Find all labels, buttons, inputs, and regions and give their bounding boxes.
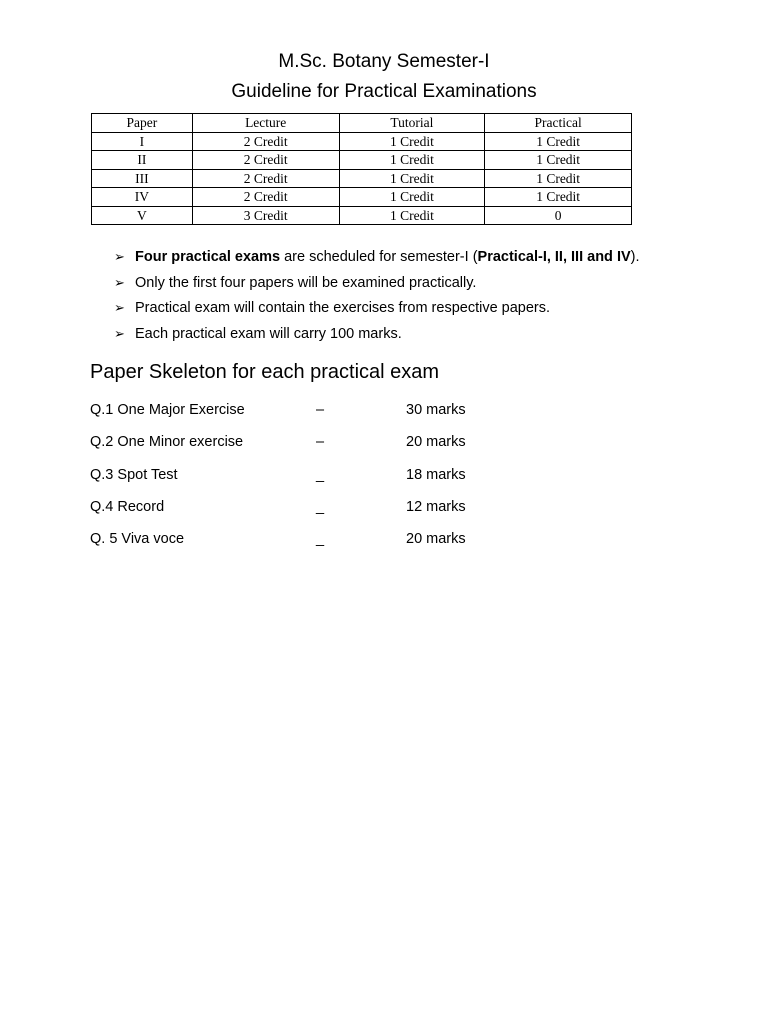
separator-dash: _ — [316, 531, 325, 547]
paper-cell: V — [92, 206, 193, 225]
lecture-cell: 3 Credit — [192, 206, 339, 225]
lecture-cell: 2 Credit — [192, 151, 339, 170]
section-heading: Paper Skeleton for each practical exam — [90, 361, 440, 383]
practical-cell: 1 Credit — [485, 151, 632, 170]
paper-cell: II — [92, 151, 193, 170]
bullet-bold-text: Four practical exams — [135, 249, 281, 265]
bullet-bold-text: Practical-I, II, III and IV — [477, 249, 631, 265]
table-row — [92, 206, 632, 225]
practical-cell: 1 Credit — [485, 132, 632, 151]
list-item — [114, 272, 640, 298]
bullet-text: ). — [630, 249, 640, 265]
tutorial-cell: 1 Credit — [339, 188, 485, 207]
guideline-list — [114, 246, 640, 348]
arrow-bullet-icon: ➢ — [114, 300, 125, 315]
column-header-lecture: Lecture — [192, 114, 339, 133]
table-row — [92, 132, 632, 151]
lecture-cell: 2 Credit — [192, 132, 339, 151]
arrow-bullet-icon: ➢ — [114, 274, 125, 290]
practical-cell: 1 Credit — [485, 188, 632, 207]
marks-value: 20 marks — [406, 531, 466, 547]
question-label: Q. 5 Viva voce — [90, 531, 185, 547]
question-label: Q.4 Record — [90, 499, 165, 515]
bullet-text: Only the first four papers will be examined practically. — [135, 274, 477, 291]
practical-cell: 0 — [485, 206, 632, 225]
list-item — [114, 323, 640, 349]
table-row — [92, 188, 632, 207]
list-item — [114, 246, 640, 272]
paper-cell: IV — [92, 188, 193, 207]
lecture-cell: 2 Credit — [192, 188, 339, 207]
skeleton-row — [90, 431, 690, 453]
document-subtitle: Guideline for Practical Examinations — [231, 81, 537, 102]
separator-dash: _ — [316, 499, 325, 515]
skeleton-row — [90, 464, 690, 486]
marks-value: 20 marks — [406, 434, 466, 450]
bullet-text: are scheduled for semester-I ( — [280, 249, 478, 265]
column-header-practical: Practical — [485, 114, 632, 133]
skeleton-row — [90, 496, 690, 518]
list-item — [114, 297, 640, 323]
bullet-text: Each practical exam will carry 100 marks. — [135, 325, 402, 342]
tutorial-cell: 1 Credit — [339, 206, 485, 225]
marks-value: 18 marks — [406, 467, 466, 483]
table-row — [92, 169, 632, 188]
question-label: Q.3 Spot Test — [90, 467, 178, 483]
separator-dash: _ — [316, 467, 325, 483]
column-header-paper: Paper — [92, 114, 193, 133]
paper-cell: I — [92, 132, 193, 151]
lecture-cell: 2 Credit — [192, 169, 339, 188]
table-row — [92, 151, 632, 170]
tutorial-cell: 1 Credit — [339, 169, 485, 188]
table-header-row — [92, 114, 632, 133]
skeleton-row — [90, 528, 690, 550]
column-header-tutorial: Tutorial — [339, 114, 485, 133]
tutorial-cell: 1 Credit — [339, 132, 485, 151]
question-label: Q.1 One Major Exercise — [90, 402, 245, 418]
paper-cell: III — [92, 169, 193, 188]
separator-dash: – — [316, 402, 325, 418]
separator-dash: – — [316, 434, 325, 450]
marks-value: 12 marks — [406, 499, 466, 515]
credit-table — [91, 113, 632, 225]
question-label: Q.2 One Minor exercise — [90, 434, 244, 450]
skeleton-row — [90, 399, 690, 421]
tutorial-cell: 1 Credit — [339, 151, 485, 170]
arrow-bullet-icon: ➢ — [114, 249, 125, 264]
document-title: M.Sc. Botany Semester-I — [278, 51, 490, 72]
practical-cell: 1 Credit — [485, 169, 632, 188]
marks-value: 30 marks — [406, 402, 466, 418]
bullet-text: Practical exam will contain the exercises from respective papers. — [135, 300, 551, 316]
arrow-bullet-icon: ➢ — [114, 325, 125, 341]
